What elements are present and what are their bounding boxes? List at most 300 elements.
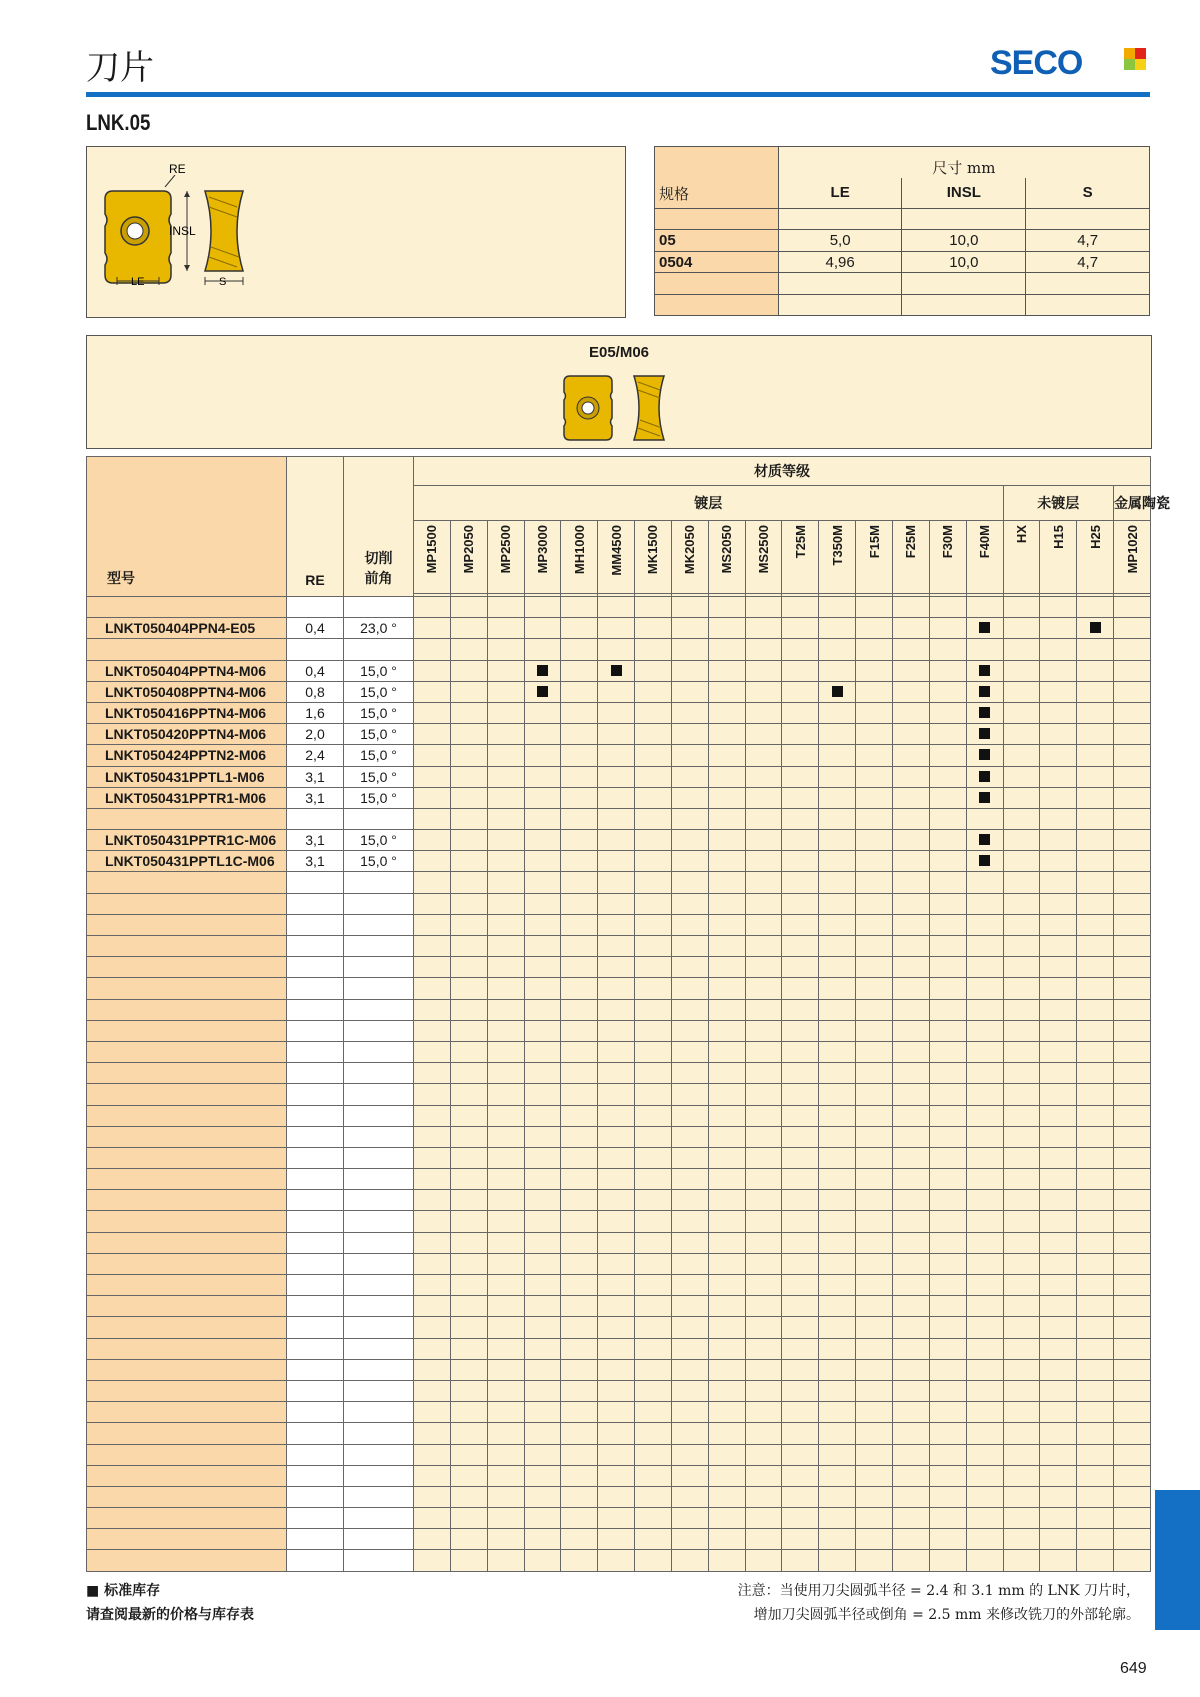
grade-label: MS2500 bbox=[756, 525, 772, 574]
grade-cell-mp1500 bbox=[414, 766, 451, 787]
angle-value: 15,0 ° bbox=[344, 660, 414, 681]
grade-cell-ms2050 bbox=[708, 618, 745, 639]
grade-cell-ms2050 bbox=[708, 724, 745, 745]
grade-cell-mp2500 bbox=[487, 702, 524, 723]
product-subtitle: LNK.05 bbox=[86, 110, 151, 135]
grade-cell-mm4500 bbox=[598, 702, 635, 723]
seco-logo-squares-icon bbox=[1124, 48, 1146, 70]
grade-cell-f25m bbox=[892, 724, 929, 745]
grade-cell-mm4500 bbox=[598, 660, 635, 681]
grade-cell-mp1500 bbox=[414, 681, 451, 702]
grade-header-mp1020 bbox=[1114, 521, 1151, 594]
re-value: 3,1 bbox=[287, 787, 344, 808]
grade-cell-mm4500 bbox=[598, 766, 635, 787]
grade-cell-mp1500 bbox=[414, 724, 451, 745]
re-value: 0,4 bbox=[287, 660, 344, 681]
grade-cell-mk1500 bbox=[635, 830, 672, 851]
grade-cell-mm4500 bbox=[598, 618, 635, 639]
grade-cell-ms2050 bbox=[708, 830, 745, 851]
grade-cell-mk1500 bbox=[635, 724, 672, 745]
grade-cell-f15m bbox=[856, 787, 893, 808]
material-grade-header: 材质等级 bbox=[414, 457, 1151, 486]
grade-cell-f40m bbox=[966, 745, 1003, 766]
grade-cell-mp1500 bbox=[414, 745, 451, 766]
grade-cell-f15m bbox=[856, 681, 893, 702]
grade-cell-mp2050 bbox=[450, 724, 487, 745]
stock-mark-icon bbox=[979, 855, 990, 866]
grade-cell-mp3000 bbox=[524, 745, 561, 766]
grade-cell-mp1500 bbox=[414, 830, 451, 851]
grade-cell-ms2500 bbox=[745, 787, 782, 808]
stock-mark-icon bbox=[979, 665, 990, 676]
grade-cell-f40m bbox=[966, 660, 1003, 681]
angle-value: 15,0 ° bbox=[344, 681, 414, 702]
grade-label: F30M bbox=[940, 525, 956, 559]
grade-cell-mp2500 bbox=[487, 745, 524, 766]
grade-cell-f40m bbox=[966, 787, 1003, 808]
table-row bbox=[87, 702, 1151, 723]
grade-cell-mk2050 bbox=[671, 745, 708, 766]
grade-cell-h15 bbox=[1040, 681, 1077, 702]
s-cell: 4,7 bbox=[1026, 230, 1150, 251]
grade-cell-ms2500 bbox=[745, 660, 782, 681]
grade-cell-f30m bbox=[929, 660, 966, 681]
grade-cell-h25 bbox=[1077, 830, 1114, 851]
grade-cell-f25m bbox=[892, 851, 929, 872]
uncoated-header: 未镀层 bbox=[1003, 486, 1114, 521]
insert-drawing-icon bbox=[87, 147, 625, 317]
angle-value: 15,0 ° bbox=[344, 766, 414, 787]
table-row bbox=[87, 787, 1151, 808]
grade-cell-mp2500 bbox=[487, 787, 524, 808]
grade-cell-h25 bbox=[1077, 745, 1114, 766]
grade-cell-mk2050 bbox=[671, 724, 708, 745]
grade-cell-ms2050 bbox=[708, 702, 745, 723]
grade-cell-ms2050 bbox=[708, 660, 745, 681]
grade-cell-ms2500 bbox=[745, 618, 782, 639]
grade-cell-f15m bbox=[856, 724, 893, 745]
grade-cell-t25m bbox=[782, 830, 819, 851]
col-angle-header: 切削 前角 bbox=[344, 457, 414, 597]
table-row bbox=[87, 830, 1151, 851]
product-code: LNKT050431PPTL1C-M06 bbox=[87, 851, 287, 872]
grade-cell-t25m bbox=[782, 787, 819, 808]
table-row bbox=[87, 851, 1151, 872]
grade-cell-mh1000 bbox=[561, 851, 598, 872]
product-code: LNKT050420PPTN4-M06 bbox=[87, 724, 287, 745]
grade-cell-f25m bbox=[892, 745, 929, 766]
grade-cell-mp1020 bbox=[1114, 851, 1151, 872]
angle-value: 23,0 ° bbox=[344, 618, 414, 639]
grade-cell-ms2050 bbox=[708, 766, 745, 787]
product-code: LNKT050408PPTN4-M06 bbox=[87, 681, 287, 702]
page-number: 649 bbox=[1120, 1660, 1147, 1677]
grade-cell-hx bbox=[1003, 724, 1040, 745]
grade-cell-t350m bbox=[819, 681, 856, 702]
grade-cell-f25m bbox=[892, 681, 929, 702]
grade-cell-f40m bbox=[966, 724, 1003, 745]
grade-cell-hx bbox=[1003, 681, 1040, 702]
grade-cell-mh1000 bbox=[561, 702, 598, 723]
col-le-header: LE bbox=[778, 178, 902, 209]
grade-cell-mp1020 bbox=[1114, 787, 1151, 808]
table-row bbox=[87, 766, 1151, 787]
angle-value: 15,0 ° bbox=[344, 724, 414, 745]
grade-label: MP1500 bbox=[424, 525, 440, 574]
grade-cell-t350m bbox=[819, 745, 856, 766]
stock-mark-icon bbox=[979, 792, 990, 803]
re-value: 3,1 bbox=[287, 851, 344, 872]
grade-cell-h25 bbox=[1077, 660, 1114, 681]
product-code: LNKT050404PPTN4-M06 bbox=[87, 660, 287, 681]
seco-logo: SECO bbox=[990, 44, 1083, 82]
grade-header-mm4500 bbox=[598, 521, 635, 594]
grade-header-ms2500 bbox=[745, 521, 782, 594]
grade-cell-h15 bbox=[1040, 787, 1077, 808]
grade-cell-mp2500 bbox=[487, 660, 524, 681]
grade-cell-t350m bbox=[819, 702, 856, 723]
grade-cell-h25 bbox=[1077, 766, 1114, 787]
grade-cell-mk1500 bbox=[635, 660, 672, 681]
stock-mark-icon bbox=[537, 665, 548, 676]
le-cell: 5,0 bbox=[778, 230, 902, 251]
grade-cell-mm4500 bbox=[598, 745, 635, 766]
grade-cell-f15m bbox=[856, 766, 893, 787]
stock-mark-icon bbox=[979, 707, 990, 718]
grade-cell-t25m bbox=[782, 851, 819, 872]
grade-cell-mp1500 bbox=[414, 702, 451, 723]
stock-mark-icon bbox=[1090, 622, 1101, 633]
grade-cell-t350m bbox=[819, 830, 856, 851]
price-note: 请查阅最新的价格与库存表 bbox=[86, 1607, 254, 1623]
dimension-table bbox=[654, 146, 1150, 316]
re-value: 2,0 bbox=[287, 724, 344, 745]
grade-cell-mp2050 bbox=[450, 660, 487, 681]
grade-cell-mp3000 bbox=[524, 681, 561, 702]
grade-cell-f15m bbox=[856, 851, 893, 872]
grade-cell-t350m bbox=[819, 766, 856, 787]
grade-cell-mk1500 bbox=[635, 618, 672, 639]
grade-cell-f30m bbox=[929, 681, 966, 702]
grade-cell-mh1000 bbox=[561, 681, 598, 702]
grade-label: T350M bbox=[829, 525, 845, 566]
product-code: LNKT050431PPTR1-M06 bbox=[87, 787, 287, 808]
grade-cell-mp1020 bbox=[1114, 660, 1151, 681]
grade-cell-ms2050 bbox=[708, 787, 745, 808]
grade-header-mh1000 bbox=[561, 521, 598, 594]
footer-note-line1: 注意：当使用刀尖圆弧半径 = 2.4 和 3.1 mm 的 LNK 刀片时， bbox=[737, 1583, 1140, 1599]
grade-cell-hx bbox=[1003, 702, 1040, 723]
grade-cell-ms2500 bbox=[745, 745, 782, 766]
grade-cell-f40m bbox=[966, 702, 1003, 723]
grade-cell-f15m bbox=[856, 702, 893, 723]
re-value: 3,1 bbox=[287, 830, 344, 851]
footer-note-line2: 增加刀尖圆弧半径或倒角 = 2.5 mm 来修改铣刀的外部轮廓。 bbox=[753, 1607, 1140, 1623]
grade-label: MK2050 bbox=[682, 525, 698, 575]
grade-cell-h25 bbox=[1077, 681, 1114, 702]
grade-label: MP2500 bbox=[498, 525, 514, 574]
grade-header-ms2050 bbox=[708, 521, 745, 594]
grade-cell-mp3000 bbox=[524, 766, 561, 787]
grade-cell-ms2500 bbox=[745, 766, 782, 787]
grade-cell-hx bbox=[1003, 745, 1040, 766]
grade-header-mk2050 bbox=[671, 521, 708, 594]
grade-cell-mk1500 bbox=[635, 766, 672, 787]
grade-cell-f25m bbox=[892, 787, 929, 808]
re-value: 0,8 bbox=[287, 681, 344, 702]
stock-mark-icon bbox=[611, 665, 622, 676]
table-row bbox=[655, 251, 1150, 272]
grade-header-mp2050 bbox=[450, 521, 487, 594]
grade-cell-f30m bbox=[929, 787, 966, 808]
spec-cell: 0504 bbox=[655, 251, 779, 272]
grade-cell-f25m bbox=[892, 618, 929, 639]
grade-label: MK1500 bbox=[645, 525, 661, 575]
grade-cell-mk1500 bbox=[635, 702, 672, 723]
grade-cell-mm4500 bbox=[598, 830, 635, 851]
grade-header-mp3000 bbox=[524, 521, 561, 594]
grade-cell-h25 bbox=[1077, 851, 1114, 872]
angle-value: 15,0 ° bbox=[344, 851, 414, 872]
grade-cell-h15 bbox=[1040, 724, 1077, 745]
grade-label: F15M bbox=[866, 525, 882, 559]
re-value: 3,1 bbox=[287, 766, 344, 787]
grade-cell-mp1020 bbox=[1114, 830, 1151, 851]
page-title: 刀片 bbox=[86, 48, 154, 88]
grade-cell-mk2050 bbox=[671, 660, 708, 681]
grade-cell-ms2050 bbox=[708, 851, 745, 872]
grade-cell-mp1020 bbox=[1114, 618, 1151, 639]
grade-cell-mh1000 bbox=[561, 830, 598, 851]
grade-cell-mk2050 bbox=[671, 618, 708, 639]
grade-cell-mp2050 bbox=[450, 681, 487, 702]
angle-value: 15,0 ° bbox=[344, 830, 414, 851]
grade-cell-mp2050 bbox=[450, 766, 487, 787]
insert-dimension-diagram bbox=[86, 146, 626, 318]
grade-cell-mp2050 bbox=[450, 702, 487, 723]
grade-cell-mk2050 bbox=[671, 787, 708, 808]
spec-cell: 05 bbox=[655, 230, 779, 251]
grade-cell-f30m bbox=[929, 766, 966, 787]
stock-mark-icon bbox=[979, 834, 990, 845]
grade-cell-t350m bbox=[819, 787, 856, 808]
grade-cell-hx bbox=[1003, 766, 1040, 787]
grade-label: MH1000 bbox=[571, 525, 587, 575]
grade-cell-mk2050 bbox=[671, 830, 708, 851]
grade-header-h25 bbox=[1077, 521, 1114, 594]
re-value: 1,6 bbox=[287, 702, 344, 723]
grade-header-t25m bbox=[782, 521, 819, 594]
grade-cell-mk1500 bbox=[635, 851, 672, 872]
grade-header-mp1500 bbox=[414, 521, 451, 594]
grade-cell-mp2500 bbox=[487, 618, 524, 639]
grade-label: F40M bbox=[977, 525, 993, 559]
grade-cell-t350m bbox=[819, 660, 856, 681]
grade-cell-t350m bbox=[819, 851, 856, 872]
grade-label: H25 bbox=[1087, 525, 1103, 549]
grade-cell-mp2500 bbox=[487, 851, 524, 872]
s-cell: 4,7 bbox=[1026, 251, 1150, 272]
grade-cell-h15 bbox=[1040, 766, 1077, 787]
grade-cell-mh1000 bbox=[561, 724, 598, 745]
grade-cell-f25m bbox=[892, 660, 929, 681]
re-value: 0,4 bbox=[287, 618, 344, 639]
stock-mark-icon bbox=[979, 771, 990, 782]
grade-cell-f15m bbox=[856, 660, 893, 681]
grade-cell-t350m bbox=[819, 618, 856, 639]
grade-table bbox=[86, 456, 1171, 1572]
grade-cell-f40m bbox=[966, 851, 1003, 872]
grade-cell-h15 bbox=[1040, 745, 1077, 766]
stock-mark-icon bbox=[537, 686, 548, 697]
grade-cell-mp3000 bbox=[524, 660, 561, 681]
grade-cell-mh1000 bbox=[561, 766, 598, 787]
grade-cell-mh1000 bbox=[561, 660, 598, 681]
geometry-label: E05/M06 bbox=[588, 344, 650, 361]
col-s-header: S bbox=[1026, 178, 1150, 209]
grade-cell-h25 bbox=[1077, 702, 1114, 723]
grade-cell-h15 bbox=[1040, 618, 1077, 639]
grade-cell-h25 bbox=[1077, 787, 1114, 808]
angle-value: 15,0 ° bbox=[344, 745, 414, 766]
grade-cell-t25m bbox=[782, 681, 819, 702]
table-row bbox=[87, 745, 1151, 766]
legend-standard-stock: ■ 标准库存 bbox=[86, 1583, 161, 1599]
grade-cell-mp1500 bbox=[414, 851, 451, 872]
grade-label: MP3000 bbox=[534, 525, 550, 574]
grade-cell-f40m bbox=[966, 766, 1003, 787]
grade-cell-t350m bbox=[819, 724, 856, 745]
grade-cell-mp2500 bbox=[487, 830, 524, 851]
grade-cell-ms2500 bbox=[745, 851, 782, 872]
grade-cell-mk1500 bbox=[635, 681, 672, 702]
product-code: LNKT050431PPTR1C-M06 bbox=[87, 830, 287, 851]
grade-cell-ms2500 bbox=[745, 702, 782, 723]
diagram-label-insl: INSL bbox=[169, 224, 196, 238]
cermet-header: 金属陶瓷 bbox=[1114, 486, 1151, 521]
grade-cell-f25m bbox=[892, 702, 929, 723]
grade-cell-mp2500 bbox=[487, 724, 524, 745]
grade-cell-f15m bbox=[856, 830, 893, 851]
grade-cell-f25m bbox=[892, 830, 929, 851]
grade-cell-h15 bbox=[1040, 702, 1077, 723]
grade-cell-hx bbox=[1003, 787, 1040, 808]
table-row bbox=[87, 660, 1151, 681]
grade-cell-mp1020 bbox=[1114, 702, 1151, 723]
grade-cell-f30m bbox=[929, 851, 966, 872]
le-cell: 4,96 bbox=[778, 251, 902, 272]
stock-mark-icon bbox=[979, 686, 990, 697]
grade-cell-f40m bbox=[966, 681, 1003, 702]
grade-cell-mp1500 bbox=[414, 618, 451, 639]
grade-cell-f40m bbox=[966, 830, 1003, 851]
grade-cell-ms2050 bbox=[708, 681, 745, 702]
grade-cell-mk1500 bbox=[635, 745, 672, 766]
grade-header-hx bbox=[1003, 521, 1040, 594]
grade-cell-hx bbox=[1003, 618, 1040, 639]
grade-cell-mk1500 bbox=[635, 787, 672, 808]
grade-header-f25m bbox=[892, 521, 929, 594]
table-row bbox=[87, 724, 1151, 745]
grade-cell-mp1500 bbox=[414, 787, 451, 808]
grade-cell-hx bbox=[1003, 851, 1040, 872]
grade-cell-mp3000 bbox=[524, 702, 561, 723]
grade-cell-mp2050 bbox=[450, 787, 487, 808]
grade-cell-h15 bbox=[1040, 830, 1077, 851]
grade-cell-mp3000 bbox=[524, 830, 561, 851]
grade-label: MS2050 bbox=[719, 525, 735, 574]
grade-cell-ms2500 bbox=[745, 724, 782, 745]
grade-label: MP1020 bbox=[1124, 525, 1140, 574]
product-code: LNKT050431PPTL1-M06 bbox=[87, 766, 287, 787]
grade-cell-mp2050 bbox=[450, 618, 487, 639]
table-row bbox=[87, 618, 1151, 639]
insert-geometry-icon bbox=[562, 372, 692, 444]
grade-cell-f30m bbox=[929, 702, 966, 723]
grade-cell-h25 bbox=[1077, 618, 1114, 639]
grade-cell-f15m bbox=[856, 745, 893, 766]
table-row bbox=[87, 681, 1151, 702]
diagram-label-s: S bbox=[219, 276, 227, 288]
grade-cell-mk2050 bbox=[671, 681, 708, 702]
grade-cell-mp3000 bbox=[524, 618, 561, 639]
re-value: 2,4 bbox=[287, 745, 344, 766]
insl-cell: 10,0 bbox=[902, 251, 1026, 272]
grade-cell-mm4500 bbox=[598, 724, 635, 745]
diagram-label-le: LE bbox=[131, 276, 145, 288]
grade-cell-t25m bbox=[782, 724, 819, 745]
grade-header-mk1500 bbox=[635, 521, 672, 594]
grade-cell-ms2500 bbox=[745, 830, 782, 851]
stock-mark-icon bbox=[979, 728, 990, 739]
col-re-header: RE bbox=[287, 457, 344, 597]
grade-cell-mm4500 bbox=[598, 851, 635, 872]
grade-label: T25M bbox=[792, 525, 808, 559]
geometry-panel bbox=[86, 335, 1152, 449]
col-insl-header: INSL bbox=[902, 178, 1026, 209]
grade-cell-t25m bbox=[782, 766, 819, 787]
angle-value: 15,0 ° bbox=[344, 787, 414, 808]
grade-cell-mm4500 bbox=[598, 681, 635, 702]
grade-cell-h25 bbox=[1077, 724, 1114, 745]
grade-label: MP2050 bbox=[461, 525, 477, 574]
grade-cell-mp3000 bbox=[524, 787, 561, 808]
grade-cell-f15m bbox=[856, 618, 893, 639]
angle-value: 15,0 ° bbox=[344, 702, 414, 723]
grade-cell-t25m bbox=[782, 660, 819, 681]
grade-cell-mh1000 bbox=[561, 745, 598, 766]
grade-cell-h15 bbox=[1040, 851, 1077, 872]
grade-cell-f25m bbox=[892, 766, 929, 787]
grade-header-f30m bbox=[929, 521, 966, 594]
grade-cell-t25m bbox=[782, 618, 819, 639]
grade-cell-mp1020 bbox=[1114, 724, 1151, 745]
grade-cell-mp2050 bbox=[450, 830, 487, 851]
grade-cell-f30m bbox=[929, 745, 966, 766]
coated-header: 镀层 bbox=[414, 486, 1004, 521]
grade-cell-mp2500 bbox=[487, 766, 524, 787]
grade-cell-mp2500 bbox=[487, 681, 524, 702]
grade-header-h15 bbox=[1040, 521, 1077, 594]
grade-cell-mp2050 bbox=[450, 745, 487, 766]
grade-cell-f40m bbox=[966, 618, 1003, 639]
grade-cell-mk2050 bbox=[671, 851, 708, 872]
grade-cell-f30m bbox=[929, 618, 966, 639]
grade-cell-mh1000 bbox=[561, 618, 598, 639]
product-code: LNKT050404PPN4-E05 bbox=[87, 618, 287, 639]
table-row bbox=[655, 230, 1150, 251]
product-code: LNKT050416PPTN4-M06 bbox=[87, 702, 287, 723]
